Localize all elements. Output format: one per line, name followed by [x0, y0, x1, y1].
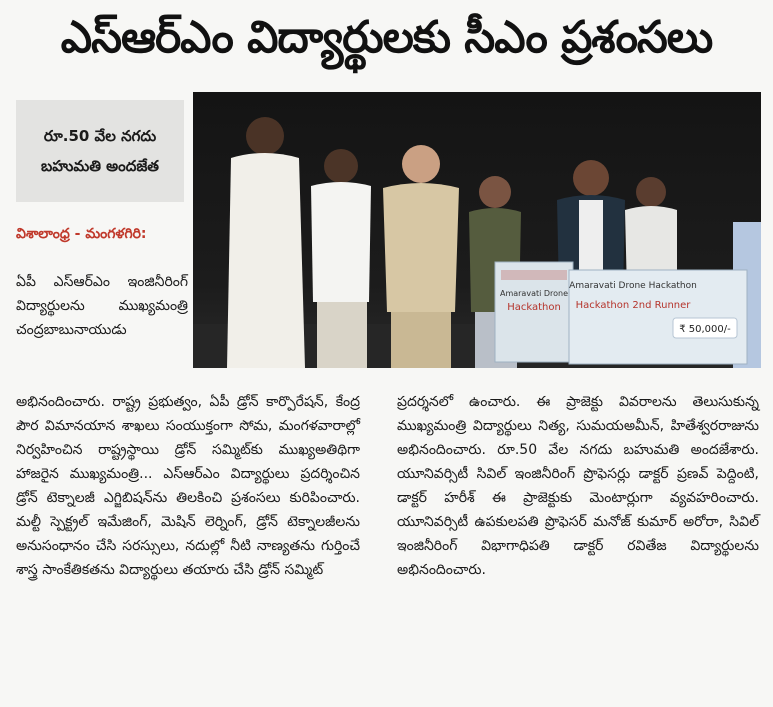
banner-left-sub: Hackathon — [507, 302, 561, 313]
highlight-callout — [16, 100, 184, 202]
callout-line-1: రూ.50 వేల నగదు — [43, 127, 157, 145]
person-2 — [311, 149, 371, 368]
news-photo — [193, 92, 761, 368]
body-column-1: అభినందించారు. రాష్ట్ర ప్రభుత్వం, ఏపీ డ్రోన్ కార్పొరేషన్, కేంద్ర పౌర విమానయాన శాఖలు సంయుక్తంగా సోమ, మంగళవారాల్లో నిర్వహించిన రాష్ట్రస్థాయి డ్రోన్ సమ్మిట్‌కు ముఖ్యఅతిథిగా హాజరైన ముఖ్యమంత్రి... ఎస్‌ఆర్‌ఎం విద్యార్థులు ప్రదర్శించిన డ్రోన్ టెక్నాలజీ ఎగ్జిబిషన్‌ను తిలకించి ప్రశంసలు కురిపించారు. మల్టీ స్పెక్ట్రల్ ఇమేజింగ్, మెషిన్ లెర్నింగ్, డ్రోన్ టెక్నాలజీలను అనుసంధానం చేసి సరస్సులు, నదుల్లో నీటి నాణ్యతను గుర్తించే శాస్త్ర సాంకేతికతను విద్యార్థులు తయారు చేసి డ్రోన్ సమ్మిట్ — [16, 394, 360, 578]
body-column-2: ప్రదర్శనలో ఉంచారు. ఈ ప్రాజెక్టు వివరాలను తెలుసుకున్న ముఖ్యమంత్రి విద్యార్థులు నిత్య, సుమయఅమీన్, హితేశ్వరరాజును అభినందించారు. రూ.50 వేల నగదు బహుమతి అందజేశారు. యూనివర్సిటీ సివిల్ ఇంజినీరింగ్ ప్రొఫెసర్లు డాక్టర్ ప్రణవ్ పెద్దింటి, డాక్టర్ హరీశ్ ఈ ప్రాజెక్టుకు మెంటార్లుగా వ్యవహరించారు. యూనివర్సిటీ ఉపకులపతి ప్రొఫెసర్ మనోజ్ కుమార్ అరోరా, సివిల్ ఇంజినీరింగ్ విభాగాధిపతి డాక్టర్ రవితేజ విద్యార్థులను అభినందించారు. — [397, 394, 759, 578]
banner-right-sub: Hackathon 2nd Runner — [575, 300, 691, 311]
headline: ఎస్‌ఆర్‌ఎం విద్యార్థులకు సీఎం ప్రశంసలు — [60, 12, 713, 63]
photo-illustration — [193, 92, 761, 368]
banner-amount: ₹ 50,000/- — [679, 324, 731, 335]
byline — [16, 222, 188, 246]
person-3 — [383, 145, 459, 368]
callout-line-2: బహుమతి అందజేత — [41, 157, 159, 175]
cheque-board-left — [495, 262, 573, 362]
person-1 — [227, 117, 305, 368]
banner-right-title: Amaravati Drone Hackathon — [569, 281, 697, 291]
banner-left-title: Amaravati Drone — [499, 289, 569, 298]
byline-place: విశాలాంధ్ర - మంగళగిరి: — [16, 226, 147, 242]
body-column-1-top: ఏపీ ఎస్‌ఆర్‌ఎం ఇంజినీరింగ్ విద్యార్థులను ముఖ్యమంత్రి చంద్రబాబునాయుడు — [16, 274, 188, 338]
cheque-board-right — [569, 270, 747, 364]
